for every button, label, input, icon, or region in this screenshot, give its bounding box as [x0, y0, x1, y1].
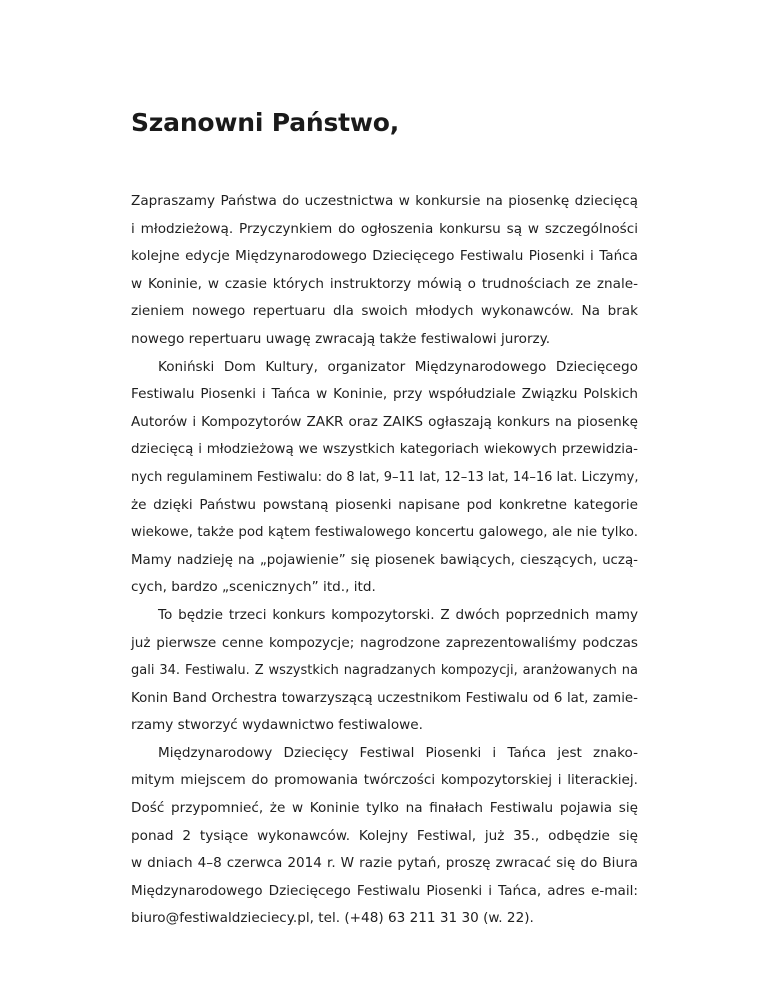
- paragraph-line: Festiwalu Piosenki i Tańca w Koninie, przy współudziale Związku Polskich: [131, 386, 638, 403]
- paragraph-line: w dniach 4–8 czerwca 2014 r. W razie pytań, proszę zwracać się do Biura: [131, 855, 638, 872]
- paragraph-line: gali 34. Festiwalu. Z wszystkich nagradzanych kompozycji, aranżowanych na: [131, 663, 638, 679]
- paragraph-line: dziecięcą i młodzieżową we wszystkich kategoriach wiekowych przewidzia-: [131, 442, 638, 458]
- paragraph-line: ponad 2 tysiące wykonawców. Kolejny Festiwal, już 35., odbędzie się: [131, 827, 638, 844]
- paragraph-line: nych regulaminem Festiwalu: do 8 lat, 9–11 lat, 12–13 lat, 14–16 lat. Liczymy,: [131, 469, 639, 485]
- paragraph: [131, 740, 638, 933]
- paragraph-line: że dzięki Państwu powstaną piosenki napisane pod konkretne kategorie: [131, 496, 638, 513]
- paragraph-line: kolejne edycje Międzynarodowego Dziecięcego Festiwalu Piosenki i Tańca: [131, 248, 638, 265]
- paragraph-line: już pierwsze cenne kompozycje; nagrodzone zaprezentowaliśmy podczas: [131, 634, 638, 651]
- paragraph-line: To będzie trzeci konkurs kompozytorski. Z dwóch poprzednich mamy: [158, 606, 638, 623]
- paragraph-line: nowego repertuaru uwagę zwracają także festiwalowi jurorzy.: [131, 330, 551, 347]
- paragraph-line: rzamy stworzyć wydawnictwo festiwalowe.: [131, 717, 423, 734]
- paragraph-line: mitym miejscem do promowania twórczości kompozytorskiej i literackiej.: [131, 772, 638, 789]
- paragraph: [131, 354, 638, 602]
- paragraph-line: w Koninie, w czasie których instruktorzy mówią o trudnościach ze znale-: [131, 275, 638, 292]
- paragraph-line: wiekowe, także pod kątem festiwalowego koncertu galowego, ale nie tylko.: [131, 525, 638, 541]
- paragraph: [131, 602, 638, 740]
- letter-salutation: Szanowni Państwo,: [131, 108, 400, 137]
- paragraph-line: biuro@festiwaldzieciecy.pl, tel. (+48) 63 211 31 30 (w. 22).: [131, 910, 534, 927]
- paragraph-line: Zapraszamy Państwa do uczestnictwa w konkursie na piosenkę dziecięcą: [131, 193, 638, 209]
- paragraph: [131, 188, 638, 354]
- letter-body: [131, 188, 638, 933]
- paragraph-line: Międzynarodowego Dziecięcego Festiwalu Piosenki i Tańca, adres e-mail:: [131, 882, 638, 899]
- paragraph-line: zieniem nowego repertuaru dla swoich młodych wykonawców. Na brak: [131, 303, 638, 320]
- paragraph-line: Mamy nadzieję na „pojawienie” się piosenek bawiących, cieszących, uczą-: [131, 552, 638, 568]
- paragraph-line: Międzynarodowy Dziecięcy Festiwal Piosenki i Tańca jest znako-: [158, 744, 638, 761]
- paragraph-line: Konin Band Orchestra towarzyszącą uczestnikom Festiwalu od 6 lat, zamie-: [131, 690, 638, 706]
- paragraph-line: cych, bardzo „scenicznych” itd., itd.: [131, 579, 376, 596]
- paragraph-line: i młodzieżową. Przyczynkiem do ogłoszenia konkursu są w szczególności: [131, 220, 638, 237]
- paragraph-line: Koniński Dom Kultury, organizator Międzynarodowego Dziecięcego: [158, 358, 638, 375]
- paragraph-line: Dość przypomnieć, że w Koninie tylko na finałach Festiwalu pojawia się: [131, 800, 638, 817]
- paragraph-line: Autorów i Kompozytorów ZAKR oraz ZAIKS ogłaszają konkurs na piosenkę: [131, 413, 638, 430]
